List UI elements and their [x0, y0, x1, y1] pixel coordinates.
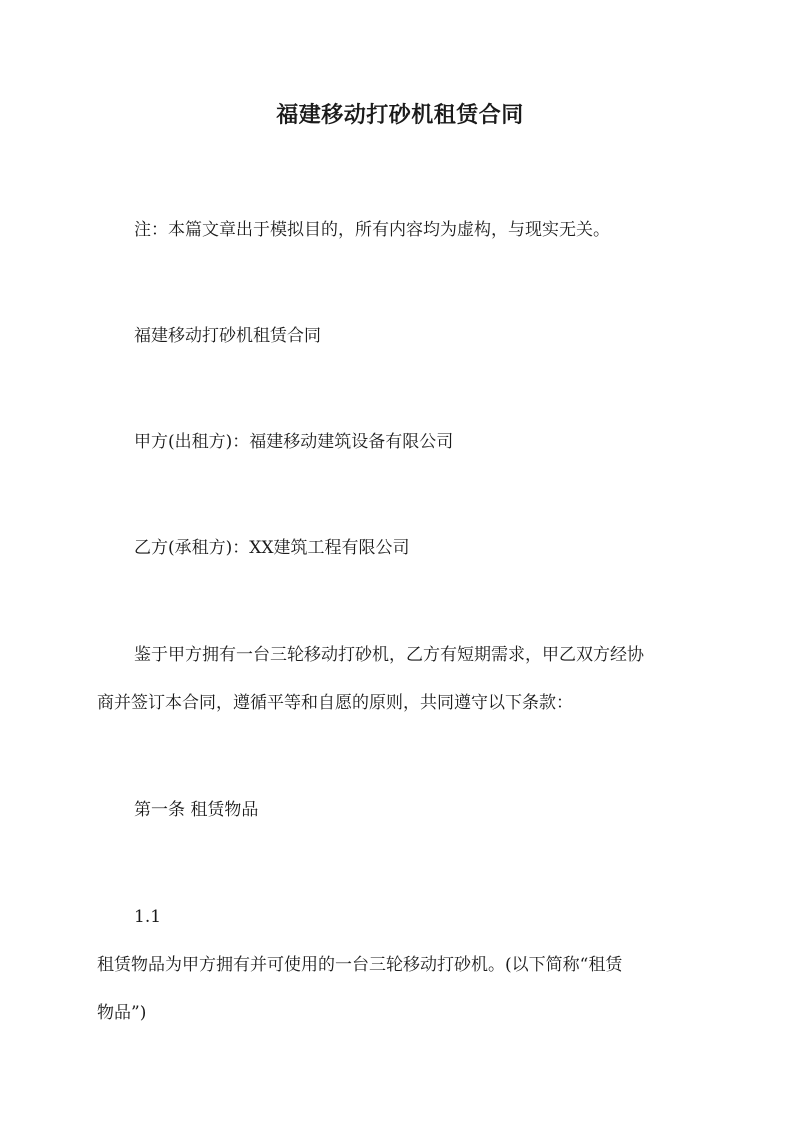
preamble-line-1: 鉴于甲方拥有一台三轮移动打砂机，乙方有短期需求，甲乙双方经协 [134, 645, 644, 665]
disclaimer-note: 注：本篇文章出于模拟目的，所有内容均为虚构，与现实无关。 [134, 220, 610, 240]
clause-1-1-line-2: 物品”) [97, 1003, 147, 1023]
clause-1-1-number: 1.1 [134, 907, 162, 927]
party-b-line: 乙方(承租方)：XX建筑工程有限公司 [134, 538, 410, 558]
document-title: 福建移动打砂机租赁合同 [276, 102, 524, 128]
clause-1-1-line-1: 租赁物品为甲方拥有并可使用的一台三轮移动打砂机。(以下简称“租赁 [97, 955, 623, 975]
article-1-heading: 第一条 租赁物品 [134, 800, 259, 820]
preamble-line-2: 商并签订本合同，遵循平等和自愿的原则，共同遵守以下条款： [97, 693, 573, 713]
contract-subtitle: 福建移动打砂机租赁合同 [134, 326, 321, 346]
party-a-line: 甲方(出租方)：福建移动建筑设备有限公司 [134, 432, 454, 452]
